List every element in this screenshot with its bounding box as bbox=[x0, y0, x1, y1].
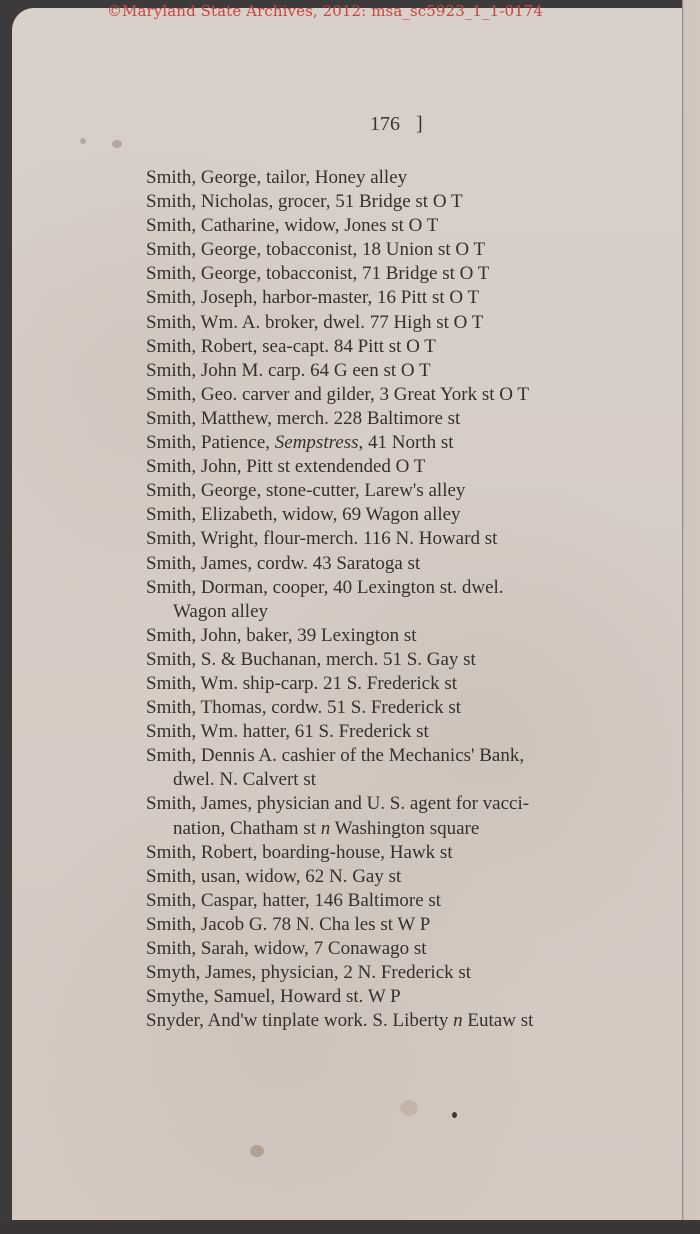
directory-entry bbox=[146, 166, 676, 190]
page-bracket: ] bbox=[416, 113, 423, 135]
directory-entry bbox=[146, 985, 676, 1009]
entry-text: Smith, Wm. hatter, 61 S. Frederick st bbox=[146, 721, 429, 743]
entry-text: Smith, Wright, flour-merch. 116 N. Howard st bbox=[146, 528, 498, 550]
entry-text: Smith, Caspar, hatter, 146 Baltimore st bbox=[146, 889, 442, 911]
directory-entry bbox=[146, 286, 676, 310]
archive-watermark: ©Maryland State Archives, 2012: msa_sc5923_1_1-0174 bbox=[106, 2, 544, 20]
entry-continuation-cont-post: Washington square bbox=[330, 817, 480, 839]
directory-entry bbox=[146, 792, 676, 840]
entry-text: Smith, Jacob G. 78 N. Cha les st W P bbox=[146, 913, 431, 935]
paper-stain bbox=[400, 1100, 418, 1116]
page-number: 176 bbox=[370, 113, 400, 135]
entry-text: Smith, Matthew, merch. 228 Baltimore st bbox=[146, 407, 461, 429]
directory-entry bbox=[146, 455, 676, 479]
entry-text: Smith, John, Pitt st extendended O T bbox=[146, 456, 426, 478]
directory-entry bbox=[146, 238, 676, 262]
entry-text-italic: n bbox=[453, 1010, 463, 1032]
directory-entry bbox=[146, 913, 676, 937]
directory-entry bbox=[146, 696, 676, 720]
directory-entry bbox=[146, 383, 676, 407]
directory-entry bbox=[146, 672, 676, 696]
directory-entry bbox=[146, 720, 676, 744]
directory-entry bbox=[146, 214, 676, 238]
directory-entry bbox=[146, 576, 676, 624]
directory-entry bbox=[146, 937, 676, 961]
directory-entry bbox=[146, 311, 676, 335]
entry-text: Smith, George, tobacconist, 71 Bridge st O T bbox=[146, 263, 490, 285]
entry-text-post: , 41 North st bbox=[358, 432, 454, 454]
directory-entry bbox=[146, 503, 676, 527]
entry-text: Smith, John M. carp. 64 G een st O T bbox=[146, 359, 431, 381]
directory-entry bbox=[146, 479, 676, 503]
entry-text: Smith, Wm. ship-carp. 21 S. Frederick st bbox=[146, 672, 458, 694]
entry-text-italic: Sempstress bbox=[274, 432, 359, 454]
directory-entry bbox=[146, 190, 676, 214]
directory-entry bbox=[146, 624, 676, 648]
directory-entry bbox=[146, 552, 676, 576]
entry-text: Smith, George, stone-cutter, Larew's alley bbox=[146, 480, 466, 502]
page-edge bbox=[682, 0, 700, 1234]
directory-entry bbox=[146, 744, 676, 792]
directory-entry bbox=[146, 841, 676, 865]
directory-entry bbox=[146, 262, 676, 286]
directory-entries bbox=[146, 166, 676, 1033]
entry-text: Smith, usan, widow, 62 N. Gay st bbox=[146, 865, 402, 887]
entry-text: Smith, Nicholas, grocer, 51 Bridge st O T bbox=[146, 191, 463, 213]
entry-text: Smythe, Samuel, Howard st. W P bbox=[146, 986, 401, 1008]
entry-text: Smith, Thomas, cordw. 51 S. Frederick st bbox=[146, 697, 462, 719]
directory-entry bbox=[146, 1009, 676, 1033]
entry-text: Smith, Catharine, widow, Jones st O T bbox=[146, 215, 439, 237]
directory-entry bbox=[146, 865, 676, 889]
directory-entry bbox=[146, 335, 676, 359]
directory-entry bbox=[146, 527, 676, 551]
entry-text: Smith, John, baker, 39 Lexington st bbox=[146, 624, 417, 646]
entry-text: Smith, Robert, boarding-house, Hawk st bbox=[146, 841, 453, 863]
entry-text: Smith, S. & Buchanan, merch. 51 S. Gay st bbox=[146, 648, 476, 670]
entry-text: Smith, Sarah, widow, 7 Conawago st bbox=[146, 938, 427, 959]
entry-continuation bbox=[146, 817, 676, 841]
directory-entry bbox=[146, 431, 676, 455]
entry-text-pre: Smith, Patience, bbox=[146, 432, 275, 454]
directory-entry bbox=[146, 961, 676, 985]
entry-continuation: Wagon alley bbox=[173, 600, 269, 622]
entry-text: Smith, Geo. carver and gilder, 3 Great York st O T bbox=[146, 383, 530, 405]
entry-continuation-cont-pre: nation, Chatham st bbox=[173, 817, 321, 839]
entry-text: Smith, James, cordw. 43 Saratoga st bbox=[146, 552, 421, 574]
entry-text: Smyth, James, physician, 2 N. Frederick st bbox=[146, 962, 472, 984]
paper-stain bbox=[112, 140, 122, 148]
entry-continuation-cont-italic: n bbox=[320, 817, 331, 839]
entry-text-post: Eutaw st bbox=[462, 1010, 534, 1032]
entry-text: Smith, Elizabeth, widow, 69 Wagon alley bbox=[146, 504, 461, 526]
entry-text-pre: Snyder, And'w tinplate work. S. Liberty bbox=[146, 1010, 454, 1032]
paper-stain bbox=[80, 138, 86, 144]
paper-stain bbox=[452, 1112, 457, 1118]
entry-text: Smith, Wm. A. broker, dwel. 77 High st O T bbox=[146, 311, 484, 333]
entry-text: Smith, Dorman, cooper, 40 Lexington st. dwel. bbox=[146, 576, 504, 598]
entry-text: Smith, Dennis A. cashier of the Mechanics' Bank, bbox=[146, 745, 525, 767]
entry-text: Smith, Joseph, harbor-master, 16 Pitt st O T bbox=[146, 287, 480, 309]
page-header bbox=[370, 113, 423, 136]
directory-entry bbox=[146, 889, 676, 913]
entry-continuation: dwel. N. Calvert st bbox=[173, 769, 317, 791]
entry-text: Smith, George, tobacconist, 18 Union st O T bbox=[146, 239, 486, 261]
directory-entry bbox=[146, 648, 676, 672]
directory-entry bbox=[146, 407, 676, 431]
directory-entry bbox=[146, 359, 676, 383]
background-edge bbox=[0, 1220, 700, 1234]
entry-text: Smith, James, physician and U. S. agent for vacci- bbox=[146, 793, 530, 815]
entry-text: Smith, George, tailor, Honey alley bbox=[146, 167, 408, 188]
entry-text: Smith, Robert, sea-capt. 84 Pitt st O T bbox=[146, 335, 436, 357]
paper-stain bbox=[250, 1145, 264, 1157]
